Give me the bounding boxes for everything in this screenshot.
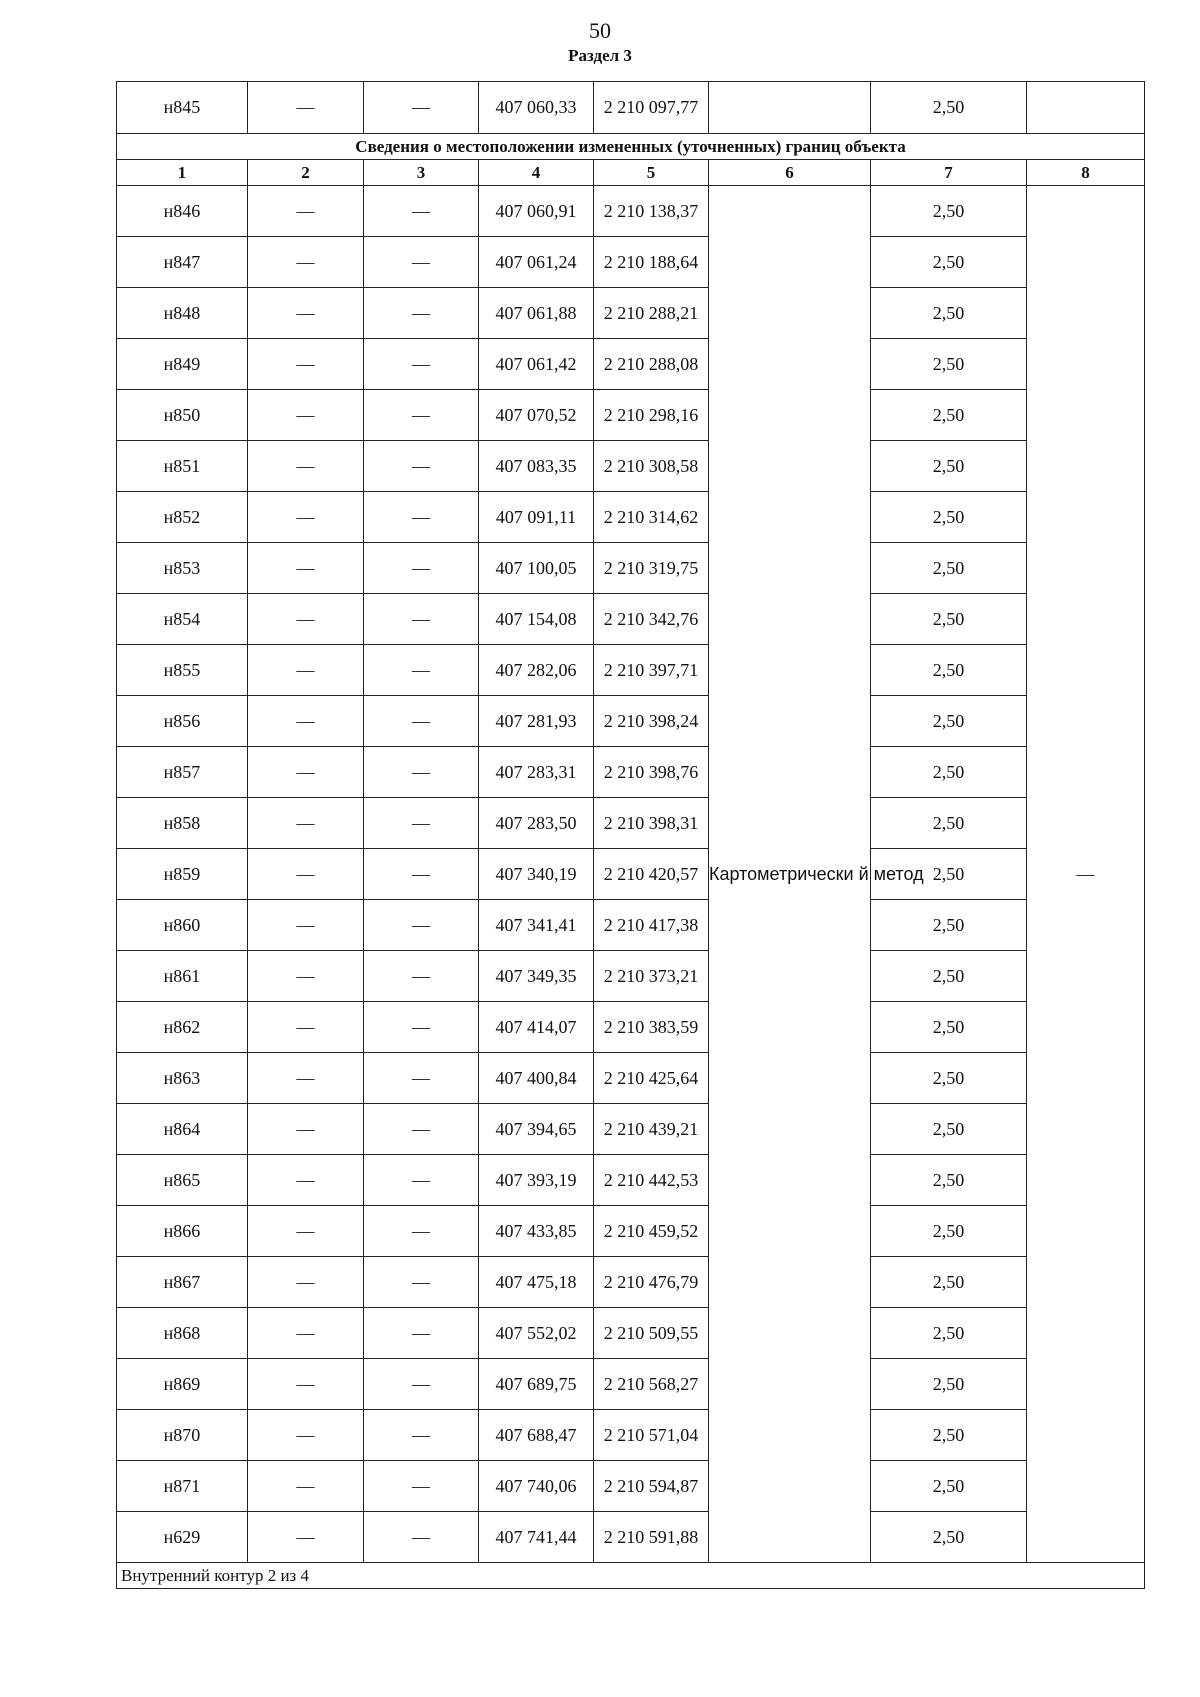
cell-col3: —: [364, 594, 479, 645]
cell-y: 2 210 314,62: [594, 492, 709, 543]
column-number: 8: [1027, 160, 1145, 186]
cell-accuracy: 2,50: [871, 390, 1027, 441]
table-row: [117, 390, 1145, 441]
table-row: [117, 849, 1145, 900]
cell-col2: —: [248, 339, 364, 390]
cell-accuracy: 2,50: [871, 441, 1027, 492]
cell-point: н867: [117, 1257, 248, 1308]
cell-col2: —: [248, 849, 364, 900]
cell-point: н857: [117, 747, 248, 798]
cell-x: 407 689,75: [479, 1359, 594, 1410]
cell-col3: —: [364, 1104, 479, 1155]
cell-x: 407 552,02: [479, 1308, 594, 1359]
cell-accuracy: 2,50: [871, 1155, 1027, 1206]
table-row: [117, 288, 1145, 339]
cell-col8: —: [1027, 186, 1145, 1563]
table-row: [117, 492, 1145, 543]
cell-y: 2 210 509,55: [594, 1308, 709, 1359]
column-number: 1: [117, 160, 248, 186]
table-row: [117, 1155, 1145, 1206]
cell-y: 2 210 442,53: [594, 1155, 709, 1206]
table-row: [117, 1053, 1145, 1104]
cell-x: 407 740,06: [479, 1461, 594, 1512]
column-number: 3: [364, 160, 479, 186]
table-row: [117, 747, 1145, 798]
cell-col3: —: [364, 747, 479, 798]
cell-col2: —: [248, 492, 364, 543]
cell-col3: —: [364, 543, 479, 594]
cell-accuracy: 2,50: [871, 82, 1027, 134]
table-row: [117, 1206, 1145, 1257]
cell-point: н865: [117, 1155, 248, 1206]
cell-accuracy: 2,50: [871, 543, 1027, 594]
cell-y: 2 210 398,31: [594, 798, 709, 849]
cell-point: н851: [117, 441, 248, 492]
cell-col2: —: [248, 696, 364, 747]
cell-method: Картометрически й метод: [709, 186, 871, 1563]
cell-accuracy: 2,50: [871, 288, 1027, 339]
cell-col2: —: [248, 1257, 364, 1308]
cell-y: 2 210 397,71: [594, 645, 709, 696]
cell-x: 407 060,91: [479, 186, 594, 237]
cell-x: 407 414,07: [479, 1002, 594, 1053]
cell-accuracy: 2,50: [871, 1410, 1027, 1461]
cell-x: 407 100,05: [479, 543, 594, 594]
cell-point: н846: [117, 186, 248, 237]
table-subtitle: Сведения о местоположении измененных (уточненных) границ объекта: [117, 134, 1145, 160]
cell-x: 407 400,84: [479, 1053, 594, 1104]
cell-col8: [1027, 82, 1145, 134]
column-number: 6: [709, 160, 871, 186]
table-row: [117, 1002, 1145, 1053]
cell-point: н862: [117, 1002, 248, 1053]
cell-accuracy: 2,50: [871, 594, 1027, 645]
cell-y: 2 210 298,16: [594, 390, 709, 441]
cell-accuracy: 2,50: [871, 951, 1027, 1002]
cell-col3: —: [364, 696, 479, 747]
table-row: [117, 645, 1145, 696]
cell-x: 407 061,88: [479, 288, 594, 339]
cell-col3: —: [364, 1002, 479, 1053]
cell-y: 2 210 594,87: [594, 1461, 709, 1512]
cell-accuracy: 2,50: [871, 1257, 1027, 1308]
cell-accuracy: 2,50: [871, 900, 1027, 951]
cell-accuracy: 2,50: [871, 696, 1027, 747]
cell-col3: —: [364, 1410, 479, 1461]
cell-accuracy: 2,50: [871, 339, 1027, 390]
cell-point: н852: [117, 492, 248, 543]
cell-x: 407 154,08: [479, 594, 594, 645]
cell-accuracy: 2,50: [871, 492, 1027, 543]
column-number: 4: [479, 160, 594, 186]
cell-col3: —: [364, 1359, 479, 1410]
cell-point: н849: [117, 339, 248, 390]
cell-y: 2 210 342,76: [594, 594, 709, 645]
table-row: [117, 1512, 1145, 1563]
cell-x: 407 341,41: [479, 900, 594, 951]
cell-point: н866: [117, 1206, 248, 1257]
cell-col3: —: [364, 1206, 479, 1257]
cell-point: н864: [117, 1104, 248, 1155]
cell-point: н845: [117, 82, 248, 134]
cell-col2: —: [248, 1002, 364, 1053]
cell-col2: —: [248, 1410, 364, 1461]
cell-x: 407 061,42: [479, 339, 594, 390]
cell-y: 2 210 425,64: [594, 1053, 709, 1104]
table-row: [117, 1410, 1145, 1461]
table-row: [117, 594, 1145, 645]
cell-col3: —: [364, 645, 479, 696]
cell-col2: —: [248, 390, 364, 441]
cell-point: н859: [117, 849, 248, 900]
cell-y: 2 210 398,24: [594, 696, 709, 747]
cell-col2: —: [248, 237, 364, 288]
cell-point: н854: [117, 594, 248, 645]
cell-x: 407 061,24: [479, 237, 594, 288]
table-row: [117, 1461, 1145, 1512]
table-row: [117, 951, 1145, 1002]
cell-x: 407 060,33: [479, 82, 594, 134]
cell-point: н869: [117, 1359, 248, 1410]
cell-x: 407 281,93: [479, 696, 594, 747]
table-row: [117, 543, 1145, 594]
cell-accuracy: 2,50: [871, 747, 1027, 798]
table-row: [117, 798, 1145, 849]
cell-col3: —: [364, 1512, 479, 1563]
cell-x: 407 741,44: [479, 1512, 594, 1563]
cell-col3: —: [364, 82, 479, 134]
cell-y: 2 210 476,79: [594, 1257, 709, 1308]
cell-accuracy: 2,50: [871, 1461, 1027, 1512]
cell-point: н850: [117, 390, 248, 441]
cell-point: н861: [117, 951, 248, 1002]
cell-x: 407 688,47: [479, 1410, 594, 1461]
cell-x: 407 083,35: [479, 441, 594, 492]
cell-accuracy: 2,50: [871, 237, 1027, 288]
column-number: 2: [248, 160, 364, 186]
cell-col2: —: [248, 186, 364, 237]
cell-x: 407 283,31: [479, 747, 594, 798]
cell-col3: —: [364, 900, 479, 951]
column-numbers-row: [117, 160, 1145, 186]
column-number: 5: [594, 160, 709, 186]
cell-point: н863: [117, 1053, 248, 1104]
table-row: [117, 1359, 1145, 1410]
cell-col3: —: [364, 288, 479, 339]
cell-col3: —: [364, 441, 479, 492]
table-row: [117, 696, 1145, 747]
cell-col3: —: [364, 492, 479, 543]
section-title: Раздел 3: [568, 46, 632, 65]
table-row: [117, 237, 1145, 288]
cell-col2: —: [248, 798, 364, 849]
cell-col2: —: [248, 1461, 364, 1512]
cell-col2: —: [248, 900, 364, 951]
cell-y: 2 210 568,27: [594, 1359, 709, 1410]
cell-y: 2 210 319,75: [594, 543, 709, 594]
cell-y: 2 210 571,04: [594, 1410, 709, 1461]
cell-y: 2 210 373,21: [594, 951, 709, 1002]
cell-col3: —: [364, 1257, 479, 1308]
cell-accuracy: 2,50: [871, 1053, 1027, 1104]
cell-point: н853: [117, 543, 248, 594]
cell-col2: —: [248, 1308, 364, 1359]
cell-point: н871: [117, 1461, 248, 1512]
table-row: [117, 900, 1145, 951]
cell-col2: —: [248, 441, 364, 492]
table-row-carryover: [117, 82, 1145, 134]
cell-accuracy: 2,50: [871, 1002, 1027, 1053]
cell-col2: —: [248, 1053, 364, 1104]
cell-y: 2 210 308,58: [594, 441, 709, 492]
cell-accuracy: 2,50: [871, 186, 1027, 237]
cell-point: н856: [117, 696, 248, 747]
cell-y: 2 210 188,64: [594, 237, 709, 288]
cell-y: 2 210 097,77: [594, 82, 709, 134]
cell-y: 2 210 288,08: [594, 339, 709, 390]
cell-x: 407 393,19: [479, 1155, 594, 1206]
table-body: [117, 82, 1145, 1589]
cell-y: 2 210 417,38: [594, 900, 709, 951]
cell-accuracy: 2,50: [871, 645, 1027, 696]
cell-accuracy: 2,50: [871, 1308, 1027, 1359]
cell-col2: —: [248, 288, 364, 339]
cell-y: 2 210 591,88: [594, 1512, 709, 1563]
cell-x: 407 283,50: [479, 798, 594, 849]
cell-col3: —: [364, 1053, 479, 1104]
cell-y: 2 210 398,76: [594, 747, 709, 798]
column-number: 7: [871, 160, 1027, 186]
cell-col3: —: [364, 849, 479, 900]
cell-col2: —: [248, 1359, 364, 1410]
table-row: [117, 441, 1145, 492]
cell-col3: —: [364, 798, 479, 849]
contour-note: Внутренний контур 2 из 4: [117, 1563, 1145, 1589]
coordinates-table: [116, 81, 1145, 1589]
cell-col3: —: [364, 390, 479, 441]
cell-col3: —: [364, 1308, 479, 1359]
cell-accuracy: 2,50: [871, 1512, 1027, 1563]
cell-x: 407 282,06: [479, 645, 594, 696]
cell-point: н860: [117, 900, 248, 951]
cell-point: н848: [117, 288, 248, 339]
cell-x: 407 070,52: [479, 390, 594, 441]
cell-col3: —: [364, 186, 479, 237]
cell-y: 2 210 439,21: [594, 1104, 709, 1155]
cell-x: 407 394,65: [479, 1104, 594, 1155]
table-footer-row: [117, 1563, 1145, 1589]
cell-y: 2 210 138,37: [594, 186, 709, 237]
cell-point: н870: [117, 1410, 248, 1461]
cell-x: 407 433,85: [479, 1206, 594, 1257]
cell-y: 2 210 420,57: [594, 849, 709, 900]
cell-y: 2 210 288,21: [594, 288, 709, 339]
cell-point: н629: [117, 1512, 248, 1563]
cell-accuracy: 2,50: [871, 849, 1027, 900]
cell-accuracy: 2,50: [871, 1206, 1027, 1257]
cell-accuracy: 2,50: [871, 1359, 1027, 1410]
cell-col2: —: [248, 82, 364, 134]
cell-point: н858: [117, 798, 248, 849]
table-row: [117, 186, 1145, 237]
cell-col3: —: [364, 951, 479, 1002]
cell-col2: —: [248, 951, 364, 1002]
cell-x: 407 349,35: [479, 951, 594, 1002]
cell-col2: —: [248, 747, 364, 798]
table-subtitle-row: [117, 134, 1145, 160]
cell-point: н855: [117, 645, 248, 696]
cell-col2: —: [248, 1512, 364, 1563]
cell-y: 2 210 383,59: [594, 1002, 709, 1053]
cell-x: 407 091,11: [479, 492, 594, 543]
cell-accuracy: 2,50: [871, 798, 1027, 849]
table-row: [117, 1257, 1145, 1308]
table-row: [117, 1104, 1145, 1155]
cell-x: 407 475,18: [479, 1257, 594, 1308]
cell-col3: —: [364, 1461, 479, 1512]
cell-col2: —: [248, 543, 364, 594]
cell-point: н868: [117, 1308, 248, 1359]
cell-col2: —: [248, 645, 364, 696]
table-row: [117, 1308, 1145, 1359]
cell-col3: —: [364, 237, 479, 288]
cell-x: 407 340,19: [479, 849, 594, 900]
cell-col2: —: [248, 1206, 364, 1257]
cell-col2: —: [248, 1155, 364, 1206]
cell-col2: —: [248, 594, 364, 645]
page-number: 50: [589, 18, 611, 43]
cell-col3: —: [364, 1155, 479, 1206]
cell-y: 2 210 459,52: [594, 1206, 709, 1257]
table-row: [117, 339, 1145, 390]
cell-col3: —: [364, 339, 479, 390]
cell-method: [709, 82, 871, 134]
cell-point: н847: [117, 237, 248, 288]
cell-col2: —: [248, 1104, 364, 1155]
cell-accuracy: 2,50: [871, 1104, 1027, 1155]
